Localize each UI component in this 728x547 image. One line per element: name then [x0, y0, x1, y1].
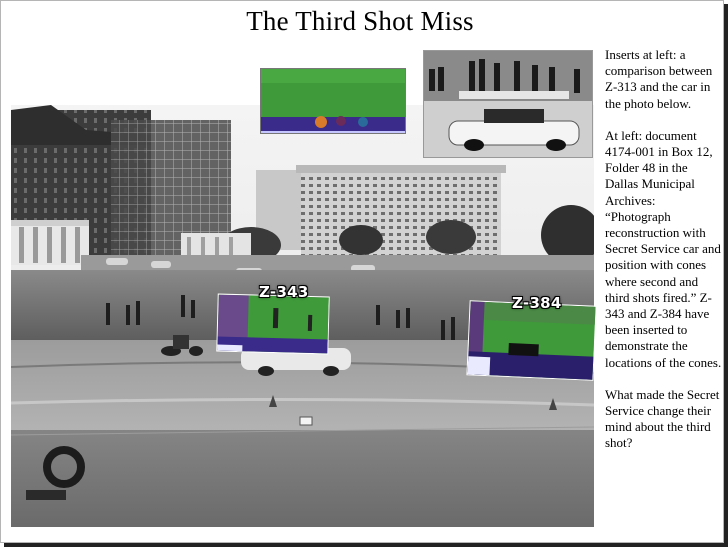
z313-film-frame-insert — [260, 68, 406, 134]
caption-question: What made the Secret Service change their mind about the third shot? — [605, 386, 720, 451]
page-shadow-bottom — [4, 543, 728, 547]
z384-film-frame — [466, 300, 596, 380]
page-shadow-right — [724, 4, 728, 547]
caption-column — [605, 47, 723, 468]
z384-frame-label: Z-384 — [512, 294, 562, 312]
reconstruction-car-insert — [423, 50, 593, 158]
caption-document: At left: document 4174-001 in Box 12, Folder 48 in the Dallas Municipal Archives: “Photograph reconstruction with Secret Service car and position with cones where second and third shots fired.” Z-343 and Z-384 have been inserted to demonstrate the locations of the cones. — [605, 127, 722, 370]
z343-frame-label: Z-343 — [259, 283, 309, 301]
z343-film-frame — [216, 294, 329, 355]
caption-inserts: Inserts at left: a comparison between Z-313 and the car in the photo below. — [605, 47, 713, 111]
page-title: The Third Shot Miss — [246, 6, 474, 36]
